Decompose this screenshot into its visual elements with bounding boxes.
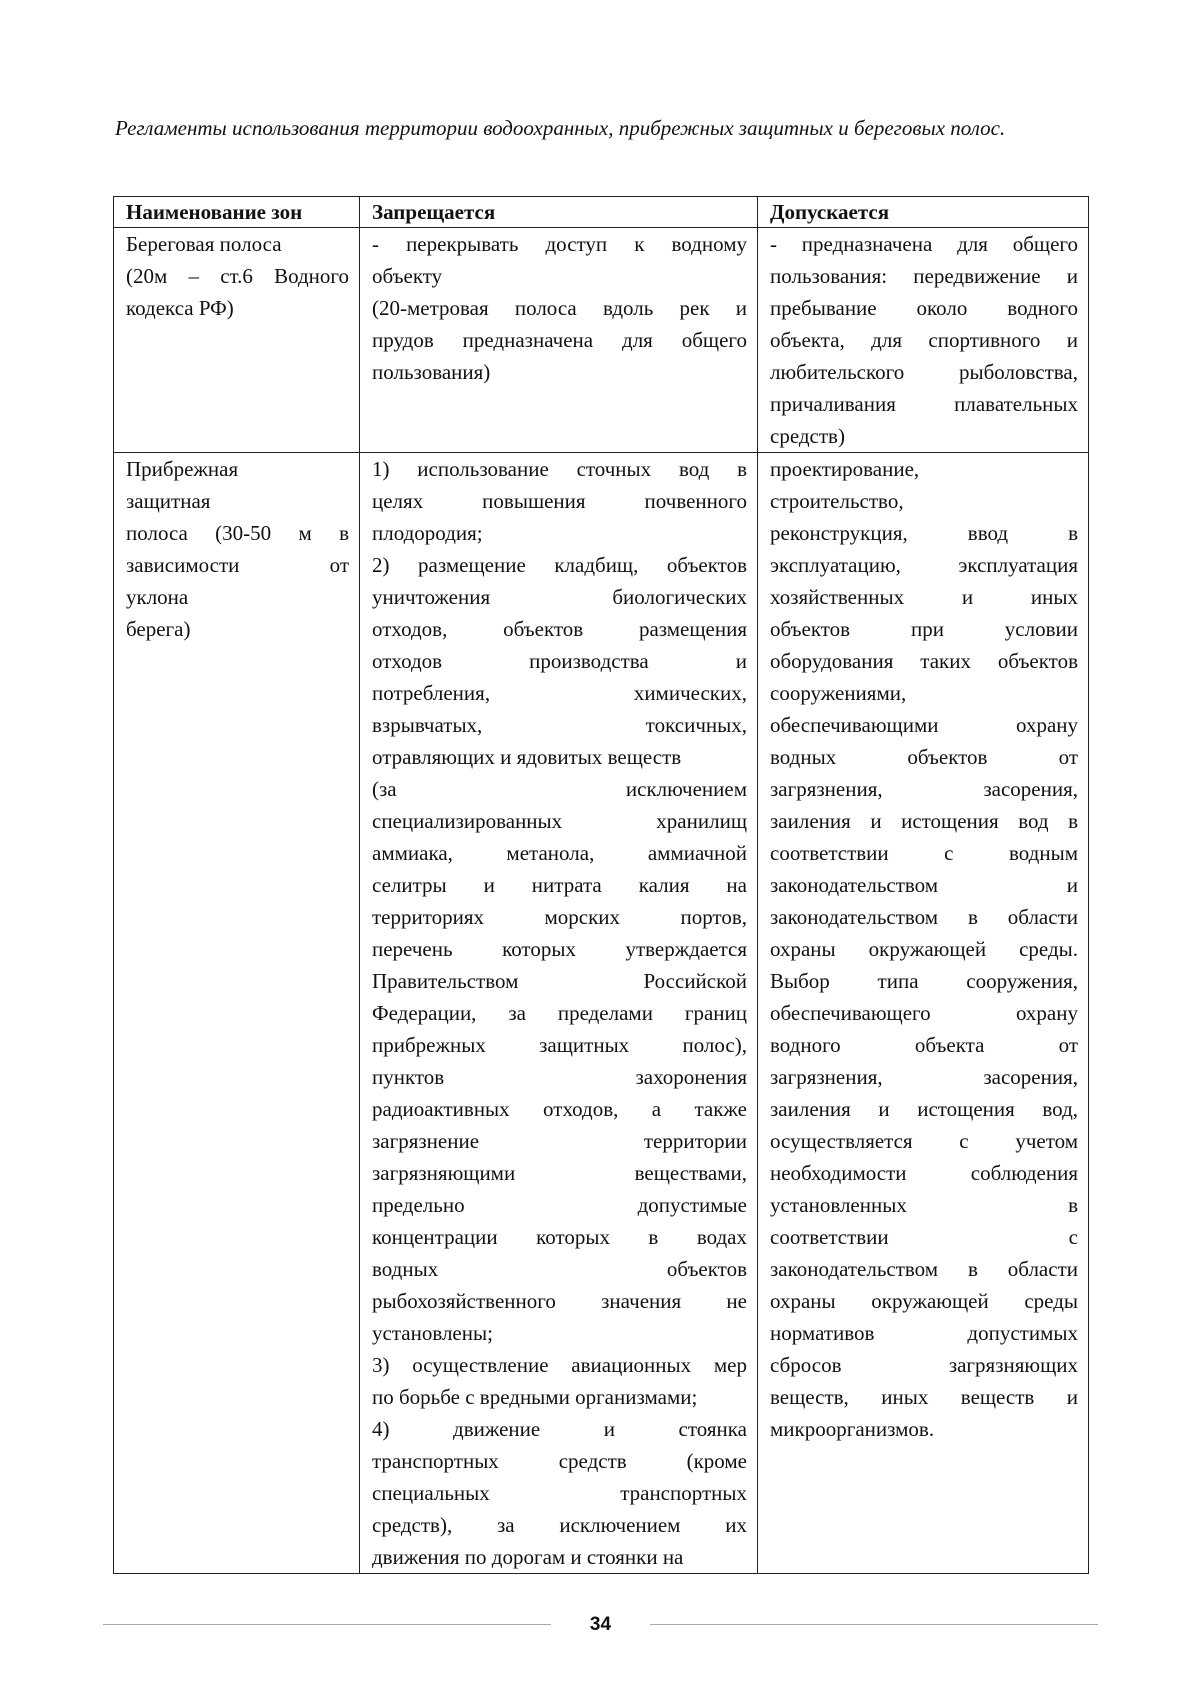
cell-line: сооружениями, [770,681,907,705]
cell-line: прибрежных защитных полос), [372,1033,747,1057]
cell-line: заиления и истощения вод в [770,809,1078,833]
cell-line: 2) размещение кладбищ, объектов [372,553,747,577]
table-caption: Регламенты использования территории водоохранных, прибрежных защитных и береговых полос. [115,116,1006,140]
cell-line: специальных транспортных [372,1481,747,1505]
cell-line: аммиака, метанола, аммиачной [372,841,747,865]
cell-line: сбросов загрязняющих [770,1353,1078,1377]
cell-line: радиоактивных отходов, а также [372,1097,747,1121]
cell-line: объекту [372,264,443,288]
cell-line: предельно допустимые [372,1193,747,1217]
cell-line: движения по дорогам и стоянки на [372,1545,684,1569]
cell-line: законодательством в области [770,1257,1078,1281]
cell-line: установлены; [372,1321,493,1345]
cell-line: средств), за исключением их [372,1513,747,1537]
cell-line: обеспечивающего охрану [770,1001,1078,1025]
footer-rule-right [650,1624,1098,1625]
header-allowed: Допускается [758,197,1089,228]
cell-line: нормативов допустимых [770,1321,1078,1345]
cell-line: территориях морских портов, [372,905,747,929]
cell-line: загрязнение территории [372,1129,747,1153]
cell-line: соответствии с водным [770,841,1078,865]
header-zone-name: Наименование зон [114,197,360,228]
cell-line: потребления, химических, [372,681,747,705]
cell-line: пользования: передвижение и [770,264,1078,288]
cell-line: пользования) [372,360,491,384]
cell-line: транспортных средств (кроме [372,1449,747,1473]
cell-line: взрывчатых, токсичных, [372,713,747,737]
cell-line: Федерации, за пределами границ [372,1001,747,1025]
cell-line: (за исключением [372,777,747,801]
cell-line: (20-метровая полоса вдоль рек и [372,296,747,320]
cell-line: отходов производства и [372,649,747,673]
cell-line: осуществляется с учетом [770,1129,1078,1153]
regulations-table [113,196,1089,1574]
cell-line: отравляющих и ядовитых веществ [372,745,682,769]
cell-line: целях повышения почвенного [372,489,747,513]
cell-line: хозяйственных и иных [770,585,1078,609]
cell-line: установленных в [770,1193,1078,1217]
cell-line: водных объектов от [770,745,1078,769]
page-footer [103,1610,1098,1640]
cell-line: микроорганизмов. [770,1417,935,1441]
cell-line: берега) [126,617,191,641]
cell-line: - перекрывать доступ к водному [372,232,747,256]
cell-line: полоса (30-50 м в [126,521,349,545]
cell-line: пунктов захоронения [372,1065,747,1089]
cell-line: защитная [126,489,211,513]
cell-line: законодательством и [770,873,1078,897]
cell-line: селитры и нитрата калия на [372,873,747,897]
cell-line: причаливания плавательных [770,392,1078,416]
prohibited-cell [360,228,758,453]
cell-line: заиления и истощения вод, [770,1097,1078,1121]
cell-line: проектирование, [770,457,920,481]
cell-line: загрязняющими веществами, [372,1161,747,1185]
cell-line: реконструкция, ввод в [770,521,1078,545]
cell-line: объекта, для спортивного и [770,328,1078,352]
cell-line: любительского рыболовства, [770,360,1078,384]
cell-line: 3) осуществление авиационных мер [372,1353,747,1377]
allowed-cell [758,453,1089,1574]
zone-cell [114,453,360,1574]
cell-line: загрязнения, засорения, [770,1065,1078,1089]
cell-line: по борьбе с вредными организмами; [372,1385,698,1409]
cell-line: (20м – ст.6 Водного [126,264,349,288]
cell-line: водных объектов [372,1257,747,1281]
table-row-shore-strip [114,228,1089,453]
cell-line: плодородия; [372,521,483,545]
cell-line: концентрации которых в водах [372,1225,747,1249]
allowed-cell [758,228,1089,453]
cell-line: прудов предназначена для общего [372,328,747,352]
cell-line: законодательством в области [770,905,1078,929]
cell-line: Правительством Российской [372,969,747,993]
zone-cell [114,228,360,453]
table-row-coastal-protective-strip [114,453,1089,1574]
cell-line: пребывание около водного [770,296,1078,320]
cell-line: объектов при условии [770,617,1078,641]
cell-line: Прибрежная [126,457,239,481]
cell-line: кодекса РФ) [126,296,234,320]
cell-line: средств) [770,424,845,448]
cell-line: веществ, иных веществ и [770,1385,1078,1409]
cell-line: перечень которых утверждается [372,937,747,961]
cell-line: рыбохозяйственного значения не [372,1289,747,1313]
cell-line: соответствии с [770,1225,1078,1249]
header-prohibited: Запрещается [360,197,758,228]
cell-line: загрязнения, засорения, [770,777,1078,801]
cell-line: 4) движение и стоянка [372,1417,747,1441]
cell-line: Выбор типа сооружения, [770,969,1078,993]
cell-line: зависимости от [126,553,349,577]
table-header-row [114,197,1089,228]
prohibited-cell [360,453,758,1574]
cell-line: строительство, [770,489,904,513]
cell-line: отходов, объектов размещения [372,617,747,641]
cell-line: уклона [126,585,189,609]
cell-line: - предназначена для общего [770,232,1078,256]
cell-line: обеспечивающими охрану [770,713,1078,737]
cell-line: уничтожения биологических [372,585,747,609]
page-number: 34 [589,1614,612,1635]
cell-line: водного объекта от [770,1033,1078,1057]
cell-line: специализированных хранилищ [372,809,747,833]
cell-line: оборудования таких объектов [770,649,1078,673]
cell-line: эксплуатацию, эксплуатация [770,553,1078,577]
cell-line: необходимости соблюдения [770,1161,1078,1185]
cell-line: охраны окружающей среды [770,1289,1078,1313]
cell-line: охраны окружающей среды. [770,937,1078,961]
cell-line: 1) использование сточных вод в [372,457,747,481]
cell-line: Береговая полоса [126,232,282,256]
